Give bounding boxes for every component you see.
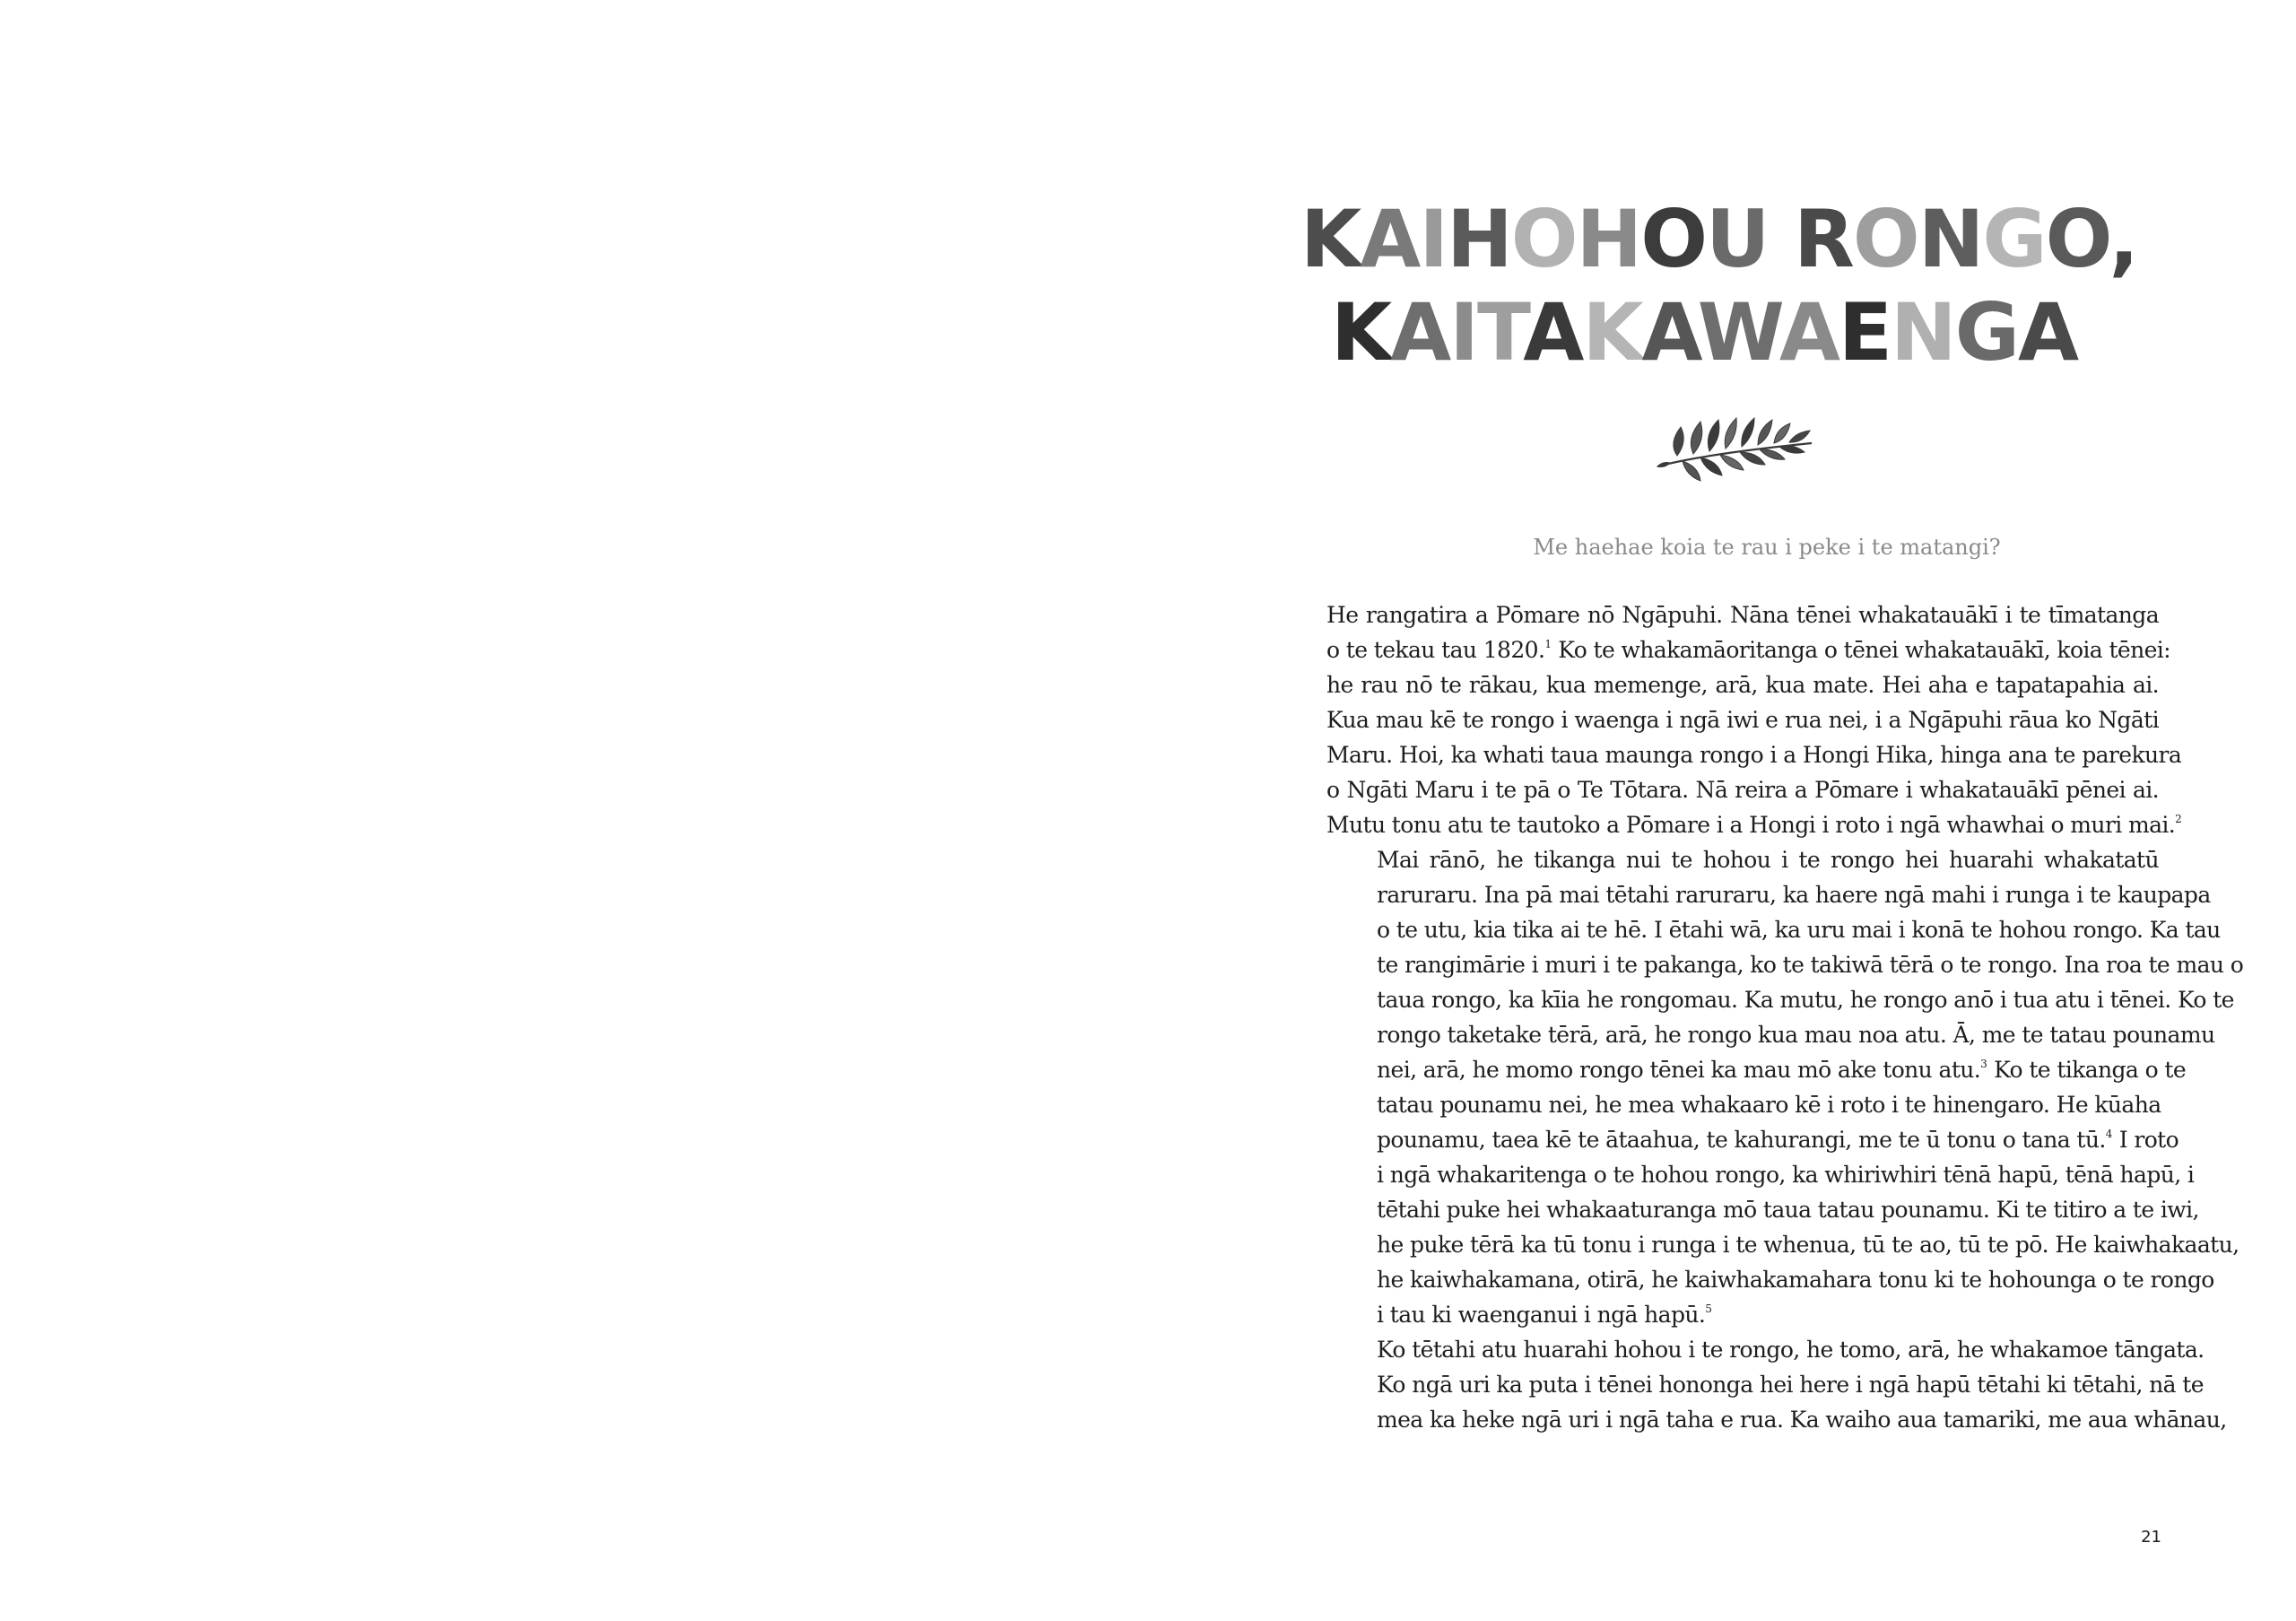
text-run: Ko ngā uri ka puta i tēnei hononga hei here i ngā hapū tētahi ki tētahi, nā te	[1377, 1372, 2204, 1398]
text-run: he puke tērā ka tū tonu i runga i te whenua, tū te ao, tū te pō. He kaiwhakaatu,	[1377, 1232, 2239, 1258]
text-run: I roto	[2112, 1127, 2179, 1153]
right-page	[1148, 0, 2296, 1621]
text-line	[1326, 667, 2159, 702]
text-run: he kaiwhakamana, otirā, he kaiwhakamahara tonu ki te hohounga o te rongo	[1377, 1267, 2214, 1293]
text-run: Ko tētahi atu huarahi hohou i te rongo, he tomo, arā, he whakamoe tāngata.	[1377, 1337, 2205, 1363]
title-letter: O	[1852, 193, 1918, 285]
text-run: taua rongo, ka kīia he rongomau. Ka mutu, he rongo anō i tua atu i tēnei. Ko te	[1377, 987, 2234, 1013]
body-paragraph	[1326, 1332, 2227, 1437]
text-run: i ngā whakaritenga o te hohou rongo, ka whiriwhiri tēnā hapū, tēnā hapū, i	[1377, 1162, 2195, 1188]
title-letter: K	[1582, 286, 1642, 379]
leaf-branch-icon	[1650, 411, 1821, 483]
body-paragraph	[1326, 597, 2182, 842]
text-line	[1326, 1122, 2179, 1157]
title-letter: N	[1918, 193, 1983, 285]
title-letter: T	[1477, 286, 1524, 379]
title-letter: A	[1641, 286, 1698, 379]
text-line	[1326, 1227, 2239, 1262]
footnote-marker: 2	[2175, 813, 2182, 825]
title-letter: K	[1300, 193, 1361, 285]
text-line	[1326, 632, 2171, 667]
text-run: Mai rānō, he tikanga nui te hohou i te rongo hei huarahi whakatatū	[1377, 847, 2159, 873]
title-letter: A	[1360, 193, 1420, 285]
text-run: he rau nō te rākau, kua memenge, arā, kua mate. Hei aha e tapatapahia ai.	[1326, 672, 2159, 698]
text-run: mea ka heke ngā uri i ngā taha e rua. Ka waiho aua tamariki, me aua whānau,	[1377, 1407, 2227, 1433]
text-line	[1326, 807, 2182, 842]
text-line	[1326, 1332, 2205, 1367]
title-letter: A	[1523, 286, 1583, 379]
text-line	[1326, 1367, 2204, 1402]
text-run: o Ngāti Maru i te pā o Te Tōtara. Nā reira a Pōmare i whakatauākī pēnei ai.	[1326, 777, 2159, 803]
text-line	[1326, 1017, 2215, 1052]
text-line	[1326, 842, 2159, 877]
title-letter: R	[1794, 193, 1853, 285]
title-letter: I	[1419, 193, 1448, 285]
chapter-title	[1300, 193, 2137, 379]
text-line	[1326, 1157, 2195, 1192]
title-letter: O	[2045, 193, 2109, 285]
text-line	[1326, 982, 2234, 1017]
title-letter: W	[1697, 286, 1779, 379]
epigraph: Me haehae koia te rau i peke i te matangi?	[1533, 535, 2001, 560]
text-run: He rangatira a Pōmare nō Ngāpuhi. Nāna tēnei whakatauākī i te tīmatanga	[1326, 602, 2159, 628]
title-letter: I	[1449, 286, 1478, 379]
title-letter: G	[1982, 193, 2046, 285]
text-line	[1326, 1402, 2227, 1437]
text-line	[1326, 1262, 2214, 1297]
title-letter: A	[2017, 286, 2078, 379]
text-run: te rangimārie i muri i te pakanga, ko te takiwā tērā o te rongo. Ina roa te mau o	[1377, 952, 2244, 978]
text-run: rongo taketake tērā, arā, he rongo kua mau noa atu. Ā, me te tatau pounamu	[1377, 1022, 2215, 1048]
text-line	[1326, 597, 2159, 632]
title-letter	[1768, 193, 1794, 285]
text-line	[1326, 1192, 2199, 1227]
title-letter: ,	[2109, 193, 2137, 285]
title-letter: O	[1640, 193, 1706, 285]
text-run: Kua mau kē te rongo i waenga i ngā iwi e rua nei, i a Ngāpuhi rāua ko Ngāti	[1326, 707, 2159, 733]
title-letter: H	[1447, 193, 1511, 285]
text-run: Maru. Hoi, ka whati taua maunga rongo i a Hongi Hika, hinga ana te parekura	[1326, 742, 2182, 768]
title-letter: N	[1891, 286, 1955, 379]
title-letter: G	[1954, 286, 2018, 379]
text-run: tētahi puke hei whakaaturanga mō taua tatau pounamu. Ki te titiro a te iwi,	[1377, 1197, 2199, 1223]
body-paragraph	[1326, 842, 2244, 1332]
text-line	[1326, 1052, 2187, 1087]
text-run: Mutu tonu atu te tautoko a Pōmare i a Hongi i roto i ngā whawhai o muri mai.	[1326, 812, 2176, 838]
text-line	[1326, 702, 2159, 737]
footnote-marker: 4	[2105, 1128, 2113, 1140]
text-line	[1326, 772, 2159, 807]
text-run: nei, arā, he momo rongo tēnei ka mau mō ake tonu atu.	[1377, 1057, 1981, 1083]
text-line	[1326, 1087, 2159, 1122]
title-letter: A	[1390, 286, 1450, 379]
text-line	[1326, 877, 2211, 912]
text-line	[1326, 912, 2221, 947]
title-letter: E	[1838, 286, 1892, 379]
body-text	[1326, 597, 2244, 1437]
page-number: 21	[2141, 1528, 2161, 1547]
text-run: pounamu, taea kē te ātaahua, te kahurangi, me te ū tonu o tana tū.	[1377, 1127, 2106, 1153]
title-letter: U	[1706, 193, 1769, 285]
text-run: tatau pounamu nei, he mea whakaaro kē i roto i te hinengaro. He kūaha	[1377, 1092, 2161, 1118]
chapter-title-line	[1300, 193, 2137, 286]
title-letter: H	[1576, 193, 1641, 285]
text-line	[1326, 1297, 2159, 1332]
title-letter: O	[1510, 193, 1577, 285]
footnote-marker: 3	[1980, 1058, 1987, 1070]
text-run: raruraru. Ina pā mai tētahi raruraru, ka haere ngā mahi i runga i te kaupapa	[1377, 882, 2211, 908]
title-letter: K	[1330, 286, 1391, 379]
text-line	[1326, 737, 2182, 772]
text-run: o te utu, kia tika ai te hē. I ētahi wā, ka uru mai i konā te hohou rongo. Ka tau	[1377, 917, 2221, 943]
chapter-title-line	[1300, 286, 2108, 379]
text-line	[1326, 947, 2244, 982]
text-run: i tau ki waenganui i ngā hapū.	[1377, 1302, 1706, 1328]
text-run: o te tekau tau 1820.	[1326, 637, 1545, 663]
footnote-marker: 1	[1544, 638, 1552, 650]
text-run: Ko te whakamāoritanga o tēnei whakatauākī, koia tēnei:	[1551, 637, 2171, 663]
title-letter: A	[1779, 286, 1839, 379]
footnote-marker: 5	[1705, 1303, 1712, 1315]
text-run: Ko te tikanga o te	[1987, 1057, 2187, 1083]
